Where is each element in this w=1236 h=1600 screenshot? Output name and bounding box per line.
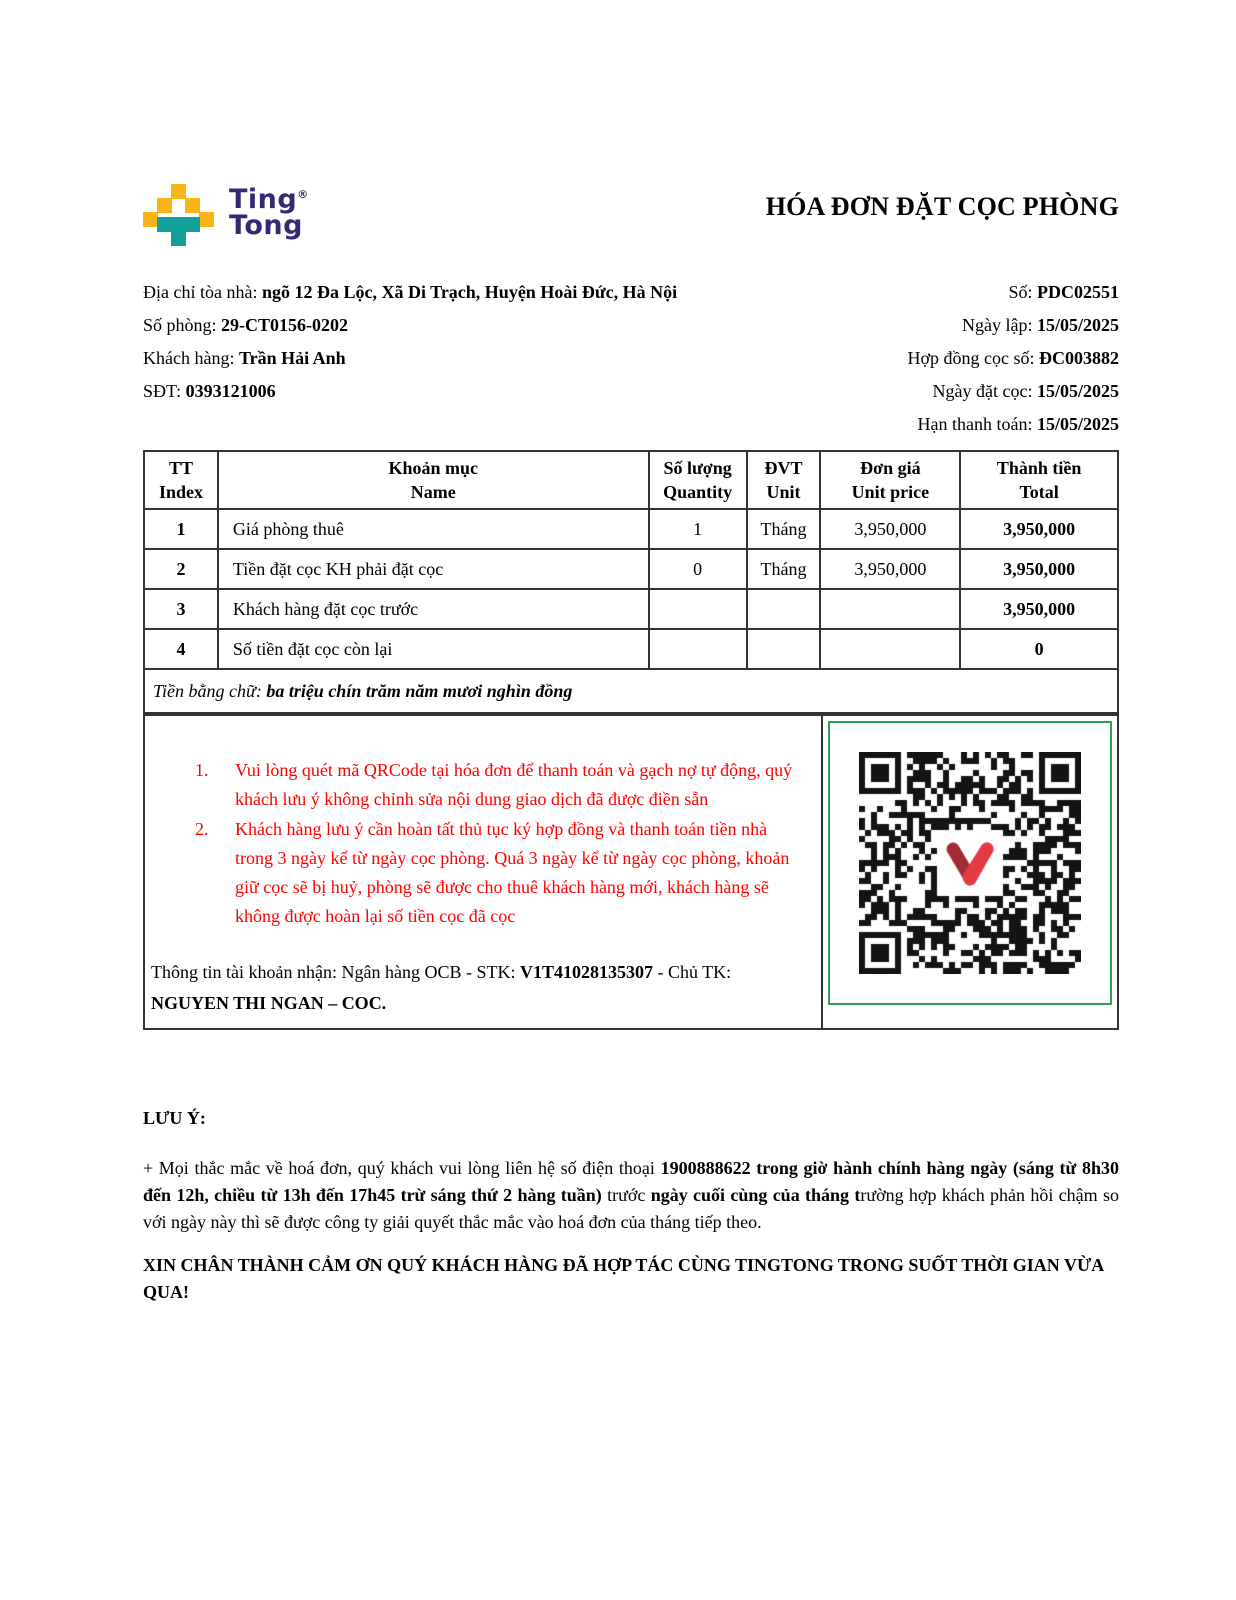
amount-in-words-row [144, 669, 1118, 713]
row-index: 2 [144, 549, 218, 589]
table-row [144, 509, 1118, 549]
deposit-date-value: 15/05/2025 [1036, 381, 1119, 401]
row-unit: Tháng [747, 509, 821, 549]
info-left [143, 276, 713, 441]
phone-value: 0393121006 [185, 381, 276, 401]
row-unit-price [820, 629, 960, 669]
row-name: Tiền đặt cọc KH phải đặt cọc [218, 549, 649, 589]
table-header-row [144, 451, 1118, 509]
bank-holder-label: - Chủ TK: [652, 962, 732, 982]
list-item-text: Khách hàng lưu ý cần hoàn tất thủ tục ký hợp đồng và thanh toán tiền nhà trong 3 ngày kể từ ngày cọc phòng. Quá 3 ngày kể từ ngày cọc phòng, khoản giữ cọc sẽ bị huỷ, phòng sẽ được cho thuê khách hàng mới, khách hàng sẽ không được hoàn lại số tiền cọc đã cọc [235, 819, 790, 926]
registered-mark: ® [297, 188, 309, 201]
room-value: 29-CT0156-0202 [221, 315, 349, 335]
logo-pixel [157, 198, 172, 213]
col-header-unit: ĐVT Unit [747, 451, 821, 509]
red-notes-list [151, 756, 807, 931]
amount-in-words-label: Tiền bằng chữ: [153, 680, 267, 701]
address-label: Địa chỉ tòa nhà: [143, 282, 262, 302]
room-label: Số phòng: [143, 315, 222, 335]
due-date-value: 15/05/2025 [1036, 414, 1119, 434]
brand-line1: Ting [229, 184, 298, 215]
bank-info-label: Thông tin tài khoản nhận: Ngân hàng OCB - STK: [151, 962, 520, 982]
customer-label: Khách hàng: [143, 348, 239, 368]
header [143, 176, 1119, 248]
row-index: 1 [144, 509, 218, 549]
row-total: 3,950,000 [960, 589, 1118, 629]
logo-pixel [157, 217, 200, 232]
col-header-total: Thành tiền Total [960, 451, 1118, 509]
qr-cell [823, 716, 1117, 1028]
list-item-text: Vui lòng quét mã QRCode tại hóa đơn để thanh toán và gạch nợ tự động, quý khách lưu ý không chỉnh sửa nội dung giao dịch đã được điền sẵn [235, 760, 793, 809]
invoice-number-label: Số: [1008, 282, 1037, 302]
table-row [144, 549, 1118, 589]
notes-and-qr-box [143, 714, 1119, 1030]
col-header-name: Khoản mục Name [218, 451, 649, 509]
logo-pixel [185, 198, 200, 213]
list-item-number: 2. [195, 819, 209, 839]
row-total: 3,950,000 [960, 509, 1118, 549]
bank-account-number: V1T41028135307 [519, 962, 653, 982]
table-row [144, 589, 1118, 629]
logo-pixel [171, 231, 186, 246]
footer-seg: + Mọi thắc mắc về hoá đơn, quý khách vui lòng liên hệ số điện thoại [143, 1158, 661, 1178]
row-unit-price: 3,950,000 [820, 549, 960, 589]
phone-label: SĐT: [143, 381, 186, 401]
payment-qr-code [859, 752, 1081, 974]
list-item-number: 1. [195, 760, 209, 780]
footer-seg: trước [601, 1185, 651, 1205]
issue-date-label: Ngày lập: [962, 315, 1037, 335]
row-quantity [649, 629, 747, 669]
row-index: 3 [144, 589, 218, 629]
invoice-number-value: PDC02551 [1037, 282, 1119, 302]
logo-pixel [143, 212, 158, 227]
address-value: ngõ 12 Đa Lộc, Xã Di Trạch, Huyện Hoài Đức, Hà Nội [261, 282, 678, 302]
row-unit [747, 589, 821, 629]
row-name: Số tiền đặt cọc còn lại [218, 629, 649, 669]
row-total: 3,950,000 [960, 549, 1118, 589]
info-right [713, 276, 1119, 441]
row-unit: Tháng [747, 549, 821, 589]
logo-pixel [199, 212, 214, 227]
tingtong-wordmark [229, 182, 309, 239]
row-quantity: 0 [649, 549, 747, 589]
items-table [143, 450, 1119, 714]
logo-pixel [171, 184, 186, 199]
amount-in-words-value: ba triệu chín trăm năm mươi nghìn đồng [266, 680, 573, 701]
footer-paragraph [143, 1155, 1119, 1236]
list-item [195, 815, 807, 931]
row-unit-price: 3,950,000 [820, 509, 960, 549]
issue-date-value: 15/05/2025 [1036, 315, 1119, 335]
deposit-date-label: Ngày đặt cọc: [932, 381, 1037, 401]
row-total: 0 [960, 629, 1118, 669]
footer-seg: rường hợp khách phản hồi chậm so với ngày này thì sẽ được công ty giải quyết thắc mắc vào hoá đơn của tháng tiếp theo. [143, 1185, 1119, 1232]
row-quantity: 1 [649, 509, 747, 549]
tingtong-pixel-icon [143, 184, 215, 248]
contract-value: ĐC003882 [1039, 348, 1119, 368]
row-unit-price [820, 589, 960, 629]
bank-account-info [151, 957, 801, 1019]
col-header-index: TT Index [144, 451, 218, 509]
footer-seg-bold: ngày cuối cùng của tháng t [650, 1185, 861, 1205]
notes-cell [145, 716, 823, 1028]
invoice-info [143, 276, 1119, 441]
list-item [195, 756, 807, 814]
row-name: Khách hàng đặt cọc trước [218, 589, 649, 629]
brand-line2: Tong [229, 210, 303, 241]
bank-holder-name: NGUYEN THI NGAN – COC. [151, 993, 387, 1013]
col-header-unit-price: Đơn giá Unit price [820, 451, 960, 509]
thank-you-message: XIN CHÂN THÀNH CẢM ƠN QUÝ KHÁCH HÀNG ĐÃ HỢP TÁC CÙNG TINGTONG TRONG SUỐT THỜI GIAN VỪA QUA! [143, 1255, 1104, 1302]
footer [143, 1108, 1119, 1306]
row-name: Giá phòng thuê [218, 509, 649, 549]
qr-code-frame [828, 721, 1112, 1005]
customer-value: Trần Hải Anh [238, 348, 346, 368]
page-title: HÓA ĐƠN ĐẶT CỌC PHÒNG [765, 192, 1119, 221]
row-quantity [649, 589, 747, 629]
due-date-label: Hạn thanh toán: [917, 414, 1037, 434]
hotline-number: 1900888622 trong giờ hành chính hàng ngày (sáng từ 8h30 đến 12h, chiều từ 13h đến 17h45 trừ sáng thứ 2 hàng tuần) [143, 1158, 1120, 1205]
contract-label: Hợp đồng cọc số: [907, 348, 1039, 368]
note-heading: LƯU Ý: [143, 1108, 206, 1128]
tingtong-logo [143, 176, 309, 248]
row-index: 4 [144, 629, 218, 669]
col-header-quantity: Số lượng Quantity [649, 451, 747, 509]
table-row [144, 629, 1118, 669]
row-unit [747, 629, 821, 669]
